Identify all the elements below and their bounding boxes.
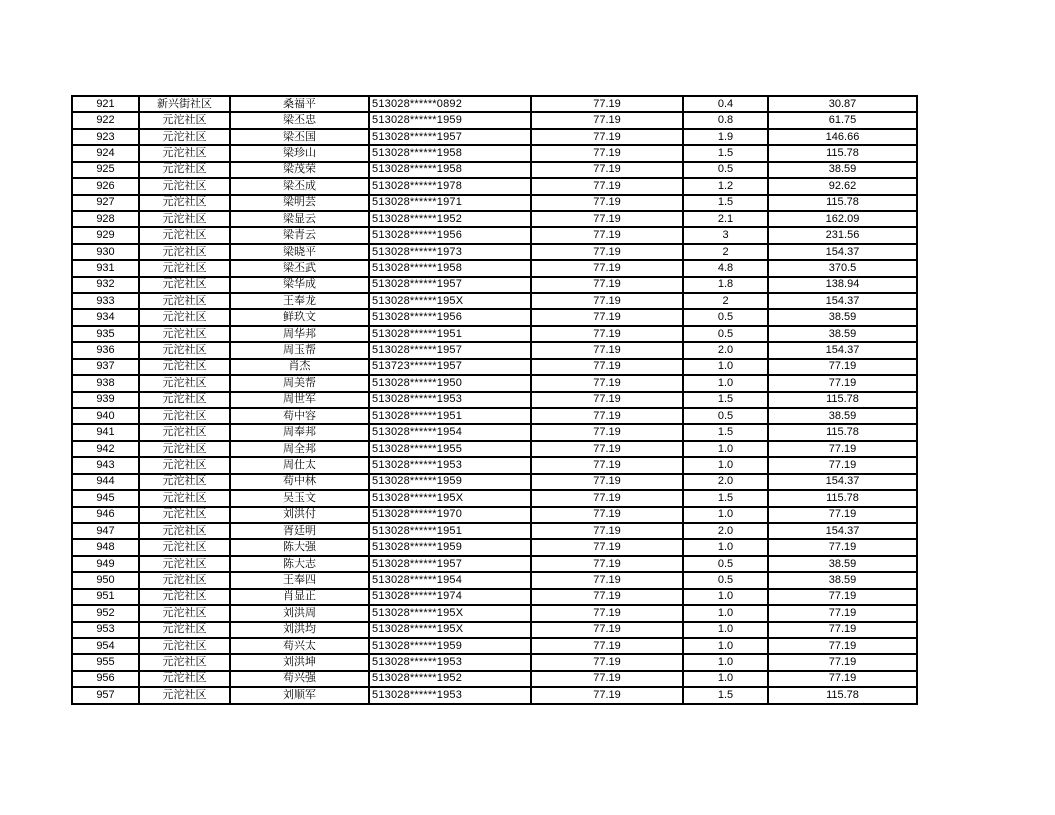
table-row <box>72 671 917 687</box>
cell-coefficient: 1.2 <box>683 178 768 194</box>
cell-base-amount: 77.19 <box>531 359 683 375</box>
cell-row-number: 927 <box>72 195 139 211</box>
cell-person-name: 梁茂荣 <box>230 162 369 178</box>
cell-total-amount: 154.37 <box>768 474 917 490</box>
cell-total-amount: 77.19 <box>768 654 917 670</box>
cell-row-number: 947 <box>72 523 139 539</box>
cell-total-amount: 77.19 <box>768 622 917 638</box>
cell-base-amount: 77.19 <box>531 326 683 342</box>
cell-person-name: 刘洪付 <box>230 507 369 523</box>
cell-total-amount: 77.19 <box>768 359 917 375</box>
cell-person-name: 刘顺军 <box>230 687 369 704</box>
table-row <box>72 309 917 325</box>
cell-coefficient: 1.0 <box>683 539 768 555</box>
cell-community: 元沱社区 <box>139 556 230 572</box>
cell-base-amount: 77.19 <box>531 474 683 490</box>
cell-base-amount: 77.19 <box>531 507 683 523</box>
cell-coefficient: 0.5 <box>683 162 768 178</box>
cell-id-number: 513028******1954 <box>369 424 531 440</box>
cell-total-amount: 77.19 <box>768 507 917 523</box>
cell-community: 元沱社区 <box>139 211 230 227</box>
cell-total-amount: 146.66 <box>768 129 917 145</box>
cell-person-name: 王奉四 <box>230 572 369 588</box>
table-row <box>72 638 917 654</box>
cell-row-number: 950 <box>72 572 139 588</box>
cell-person-name: 刘洪周 <box>230 605 369 621</box>
cell-person-name: 梁丕成 <box>230 178 369 194</box>
table-row <box>72 293 917 309</box>
cell-person-name: 鲜玖文 <box>230 309 369 325</box>
table-row <box>72 424 917 440</box>
cell-community: 元沱社区 <box>139 507 230 523</box>
cell-community: 元沱社区 <box>139 162 230 178</box>
table-row <box>72 589 917 605</box>
cell-row-number: 955 <box>72 654 139 670</box>
cell-total-amount: 115.78 <box>768 392 917 408</box>
cell-row-number: 931 <box>72 260 139 276</box>
cell-community: 元沱社区 <box>139 474 230 490</box>
cell-community: 元沱社区 <box>139 457 230 473</box>
cell-row-number: 939 <box>72 392 139 408</box>
table-row <box>72 260 917 276</box>
cell-row-number: 946 <box>72 507 139 523</box>
table-row <box>72 605 917 621</box>
cell-community: 元沱社区 <box>139 227 230 243</box>
cell-base-amount: 77.19 <box>531 392 683 408</box>
cell-id-number: 513028******1959 <box>369 474 531 490</box>
cell-community: 元沱社区 <box>139 392 230 408</box>
cell-coefficient: 0.5 <box>683 309 768 325</box>
cell-coefficient: 2.0 <box>683 342 768 358</box>
cell-row-number: 938 <box>72 375 139 391</box>
cell-base-amount: 77.19 <box>531 195 683 211</box>
cell-row-number: 932 <box>72 277 139 293</box>
table-row <box>72 112 917 128</box>
cell-row-number: 936 <box>72 342 139 358</box>
cell-community: 元沱社区 <box>139 408 230 424</box>
cell-person-name: 梁丕忠 <box>230 112 369 128</box>
cell-total-amount: 61.75 <box>768 112 917 128</box>
table-row <box>72 392 917 408</box>
cell-total-amount: 38.59 <box>768 162 917 178</box>
cell-row-number: 935 <box>72 326 139 342</box>
cell-total-amount: 115.78 <box>768 145 917 161</box>
cell-coefficient: 1.0 <box>683 605 768 621</box>
cell-community: 元沱社区 <box>139 589 230 605</box>
cell-row-number: 952 <box>72 605 139 621</box>
cell-base-amount: 77.19 <box>531 260 683 276</box>
cell-total-amount: 38.59 <box>768 408 917 424</box>
cell-total-amount: 154.37 <box>768 342 917 358</box>
cell-base-amount: 77.19 <box>531 671 683 687</box>
cell-row-number: 949 <box>72 556 139 572</box>
cell-coefficient: 2.1 <box>683 211 768 227</box>
cell-person-name: 苟中容 <box>230 408 369 424</box>
cell-community: 元沱社区 <box>139 572 230 588</box>
cell-row-number: 942 <box>72 441 139 457</box>
cell-row-number: 953 <box>72 622 139 638</box>
cell-person-name: 苟兴强 <box>230 671 369 687</box>
cell-row-number: 943 <box>72 457 139 473</box>
cell-base-amount: 77.19 <box>531 523 683 539</box>
cell-id-number: 513028******1953 <box>369 457 531 473</box>
cell-total-amount: 77.19 <box>768 375 917 391</box>
cell-total-amount: 38.59 <box>768 556 917 572</box>
cell-total-amount: 38.59 <box>768 309 917 325</box>
table-row <box>72 195 917 211</box>
cell-id-number: 513028******1956 <box>369 227 531 243</box>
cell-person-name: 苟兴太 <box>230 638 369 654</box>
cell-person-name: 周美帮 <box>230 375 369 391</box>
cell-base-amount: 77.19 <box>531 589 683 605</box>
table-row <box>72 474 917 490</box>
cell-community: 元沱社区 <box>139 244 230 260</box>
cell-row-number: 956 <box>72 671 139 687</box>
cell-id-number: 513028******1953 <box>369 392 531 408</box>
cell-total-amount: 154.37 <box>768 523 917 539</box>
cell-id-number: 513028******1953 <box>369 687 531 704</box>
cell-id-number: 513028******1974 <box>369 589 531 605</box>
cell-person-name: 肖显正 <box>230 589 369 605</box>
cell-coefficient: 1.5 <box>683 424 768 440</box>
cell-total-amount: 115.78 <box>768 687 917 704</box>
cell-coefficient: 1.5 <box>683 145 768 161</box>
cell-coefficient: 1.0 <box>683 638 768 654</box>
table-row <box>72 622 917 638</box>
table-row <box>72 539 917 555</box>
cell-base-amount: 77.19 <box>531 654 683 670</box>
cell-community: 元沱社区 <box>139 129 230 145</box>
cell-person-name: 梁丕国 <box>230 129 369 145</box>
cell-person-name: 梁华成 <box>230 277 369 293</box>
cell-coefficient: 0.5 <box>683 572 768 588</box>
cell-id-number: 513028******1957 <box>369 277 531 293</box>
cell-total-amount: 77.19 <box>768 589 917 605</box>
cell-person-name: 肖杰 <box>230 359 369 375</box>
table-row <box>72 687 917 704</box>
cell-coefficient: 0.5 <box>683 326 768 342</box>
cell-base-amount: 77.19 <box>531 457 683 473</box>
cell-community: 元沱社区 <box>139 260 230 276</box>
cell-coefficient: 1.0 <box>683 441 768 457</box>
cell-total-amount: 77.19 <box>768 671 917 687</box>
cell-total-amount: 77.19 <box>768 605 917 621</box>
cell-row-number: 940 <box>72 408 139 424</box>
cell-community: 元沱社区 <box>139 112 230 128</box>
cell-row-number: 921 <box>72 96 139 112</box>
cell-coefficient: 0.5 <box>683 556 768 572</box>
cell-community: 元沱社区 <box>139 375 230 391</box>
cell-coefficient: 1.5 <box>683 687 768 704</box>
cell-person-name: 苟中林 <box>230 474 369 490</box>
cell-total-amount: 115.78 <box>768 424 917 440</box>
cell-person-name: 胥廷明 <box>230 523 369 539</box>
cell-base-amount: 77.19 <box>531 408 683 424</box>
cell-id-number: 513028******195X <box>369 490 531 506</box>
table-row <box>72 342 917 358</box>
table-row <box>72 326 917 342</box>
cell-total-amount: 38.59 <box>768 326 917 342</box>
cell-person-name: 周仕太 <box>230 457 369 473</box>
cell-row-number: 930 <box>72 244 139 260</box>
cell-row-number: 922 <box>72 112 139 128</box>
cell-total-amount: 154.37 <box>768 293 917 309</box>
cell-row-number: 926 <box>72 178 139 194</box>
table-row <box>72 507 917 523</box>
cell-id-number: 513028******1971 <box>369 195 531 211</box>
cell-id-number: 513028******195X <box>369 605 531 621</box>
cell-row-number: 929 <box>72 227 139 243</box>
table-body <box>72 96 917 704</box>
cell-row-number: 925 <box>72 162 139 178</box>
cell-community: 元沱社区 <box>139 309 230 325</box>
cell-row-number: 948 <box>72 539 139 555</box>
cell-base-amount: 77.19 <box>531 490 683 506</box>
cell-base-amount: 77.19 <box>531 277 683 293</box>
cell-person-name: 梁青云 <box>230 227 369 243</box>
cell-id-number: 513028******1959 <box>369 539 531 555</box>
cell-id-number: 513028******1959 <box>369 638 531 654</box>
cell-id-number: 513028******1957 <box>369 556 531 572</box>
cell-id-number: 513028******1973 <box>369 244 531 260</box>
cell-coefficient: 1.0 <box>683 507 768 523</box>
cell-person-name: 陈大强 <box>230 539 369 555</box>
cell-id-number: 513028******1955 <box>369 441 531 457</box>
cell-total-amount: 138.94 <box>768 277 917 293</box>
cell-id-number: 513028******1951 <box>369 523 531 539</box>
cell-coefficient: 1.0 <box>683 671 768 687</box>
table-row <box>72 277 917 293</box>
cell-row-number: 937 <box>72 359 139 375</box>
cell-community: 元沱社区 <box>139 654 230 670</box>
cell-base-amount: 77.19 <box>531 556 683 572</box>
cell-base-amount: 77.19 <box>531 293 683 309</box>
cell-community: 元沱社区 <box>139 539 230 555</box>
cell-community: 元沱社区 <box>139 359 230 375</box>
cell-community: 元沱社区 <box>139 523 230 539</box>
cell-total-amount: 231.56 <box>768 227 917 243</box>
cell-row-number: 954 <box>72 638 139 654</box>
cell-person-name: 周华邦 <box>230 326 369 342</box>
cell-row-number: 957 <box>72 687 139 704</box>
cell-total-amount: 154.37 <box>768 244 917 260</box>
cell-id-number: 513028******1951 <box>369 326 531 342</box>
table-row <box>72 359 917 375</box>
cell-coefficient: 0.4 <box>683 96 768 112</box>
table-row <box>72 227 917 243</box>
cell-id-number: 513028******1958 <box>369 162 531 178</box>
cell-coefficient: 3 <box>683 227 768 243</box>
table-row <box>72 145 917 161</box>
cell-total-amount: 115.78 <box>768 490 917 506</box>
cell-id-number: 513028******1959 <box>369 112 531 128</box>
cell-id-number: 513028******195X <box>369 622 531 638</box>
cell-coefficient: 1.9 <box>683 129 768 145</box>
cell-person-name: 桑福平 <box>230 96 369 112</box>
cell-base-amount: 77.19 <box>531 309 683 325</box>
cell-community: 元沱社区 <box>139 277 230 293</box>
cell-id-number: 513028******1951 <box>369 408 531 424</box>
cell-base-amount: 77.19 <box>531 687 683 704</box>
cell-row-number: 951 <box>72 589 139 605</box>
cell-person-name: 周奉邦 <box>230 424 369 440</box>
cell-base-amount: 77.19 <box>531 227 683 243</box>
cell-row-number: 944 <box>72 474 139 490</box>
cell-base-amount: 77.19 <box>531 622 683 638</box>
cell-community: 元沱社区 <box>139 490 230 506</box>
cell-coefficient: 1.0 <box>683 589 768 605</box>
cell-community: 元沱社区 <box>139 178 230 194</box>
table-row <box>72 457 917 473</box>
cell-base-amount: 77.19 <box>531 605 683 621</box>
table-row <box>72 96 917 112</box>
cell-community: 元沱社区 <box>139 326 230 342</box>
cell-community: 元沱社区 <box>139 671 230 687</box>
cell-row-number: 928 <box>72 211 139 227</box>
cell-person-name: 刘洪均 <box>230 622 369 638</box>
cell-coefficient: 0.5 <box>683 408 768 424</box>
cell-coefficient: 1.8 <box>683 277 768 293</box>
cell-person-name: 梁丕武 <box>230 260 369 276</box>
cell-id-number: 513028******1970 <box>369 507 531 523</box>
table-row <box>72 654 917 670</box>
cell-id-number: 513028******1958 <box>369 260 531 276</box>
cell-row-number: 934 <box>72 309 139 325</box>
cell-person-name: 梁显云 <box>230 211 369 227</box>
cell-person-name: 梁珍山 <box>230 145 369 161</box>
cell-coefficient: 1.0 <box>683 654 768 670</box>
cell-community: 元沱社区 <box>139 605 230 621</box>
cell-id-number: 513028******1957 <box>369 342 531 358</box>
cell-person-name: 梁明芸 <box>230 195 369 211</box>
cell-id-number: 513028******1957 <box>369 129 531 145</box>
cell-row-number: 933 <box>72 293 139 309</box>
cell-person-name: 刘洪坤 <box>230 654 369 670</box>
cell-base-amount: 77.19 <box>531 342 683 358</box>
cell-community: 元沱社区 <box>139 195 230 211</box>
table-row <box>72 523 917 539</box>
table-row <box>72 129 917 145</box>
cell-id-number: 513028******1954 <box>369 572 531 588</box>
table-row <box>72 556 917 572</box>
cell-total-amount: 77.19 <box>768 539 917 555</box>
pension-records-table <box>71 95 918 705</box>
cell-person-name: 吴玉文 <box>230 490 369 506</box>
cell-coefficient: 0.8 <box>683 112 768 128</box>
cell-community: 元沱社区 <box>139 687 230 704</box>
table-row <box>72 441 917 457</box>
cell-id-number: 513028******1956 <box>369 309 531 325</box>
cell-coefficient: 4.8 <box>683 260 768 276</box>
cell-community: 元沱社区 <box>139 342 230 358</box>
cell-coefficient: 1.5 <box>683 392 768 408</box>
cell-community: 新兴街社区 <box>139 96 230 112</box>
cell-row-number: 941 <box>72 424 139 440</box>
cell-base-amount: 77.19 <box>531 572 683 588</box>
cell-id-number: 513028******1953 <box>369 654 531 670</box>
cell-coefficient: 1.0 <box>683 622 768 638</box>
cell-base-amount: 77.19 <box>531 539 683 555</box>
cell-id-number: 513028******1952 <box>369 211 531 227</box>
cell-base-amount: 77.19 <box>531 162 683 178</box>
cell-id-number: 513028******195X <box>369 293 531 309</box>
cell-base-amount: 77.19 <box>531 441 683 457</box>
cell-total-amount: 30.87 <box>768 96 917 112</box>
cell-coefficient: 1.0 <box>683 457 768 473</box>
cell-coefficient: 2.0 <box>683 523 768 539</box>
cell-base-amount: 77.19 <box>531 638 683 654</box>
cell-person-name: 梁晓平 <box>230 244 369 260</box>
cell-base-amount: 77.19 <box>531 211 683 227</box>
table-row <box>72 244 917 260</box>
table-row <box>72 162 917 178</box>
cell-total-amount: 370.5 <box>768 260 917 276</box>
cell-base-amount: 77.19 <box>531 424 683 440</box>
cell-total-amount: 77.19 <box>768 638 917 654</box>
cell-base-amount: 77.19 <box>531 129 683 145</box>
table-row <box>72 211 917 227</box>
table-row <box>72 178 917 194</box>
cell-community: 元沱社区 <box>139 293 230 309</box>
cell-total-amount: 162.09 <box>768 211 917 227</box>
cell-base-amount: 77.19 <box>531 178 683 194</box>
cell-community: 元沱社区 <box>139 638 230 654</box>
cell-id-number: 513028******1952 <box>369 671 531 687</box>
cell-total-amount: 77.19 <box>768 457 917 473</box>
cell-total-amount: 92.62 <box>768 178 917 194</box>
cell-base-amount: 77.19 <box>531 112 683 128</box>
cell-person-name: 陈大志 <box>230 556 369 572</box>
cell-id-number: 513028******1978 <box>369 178 531 194</box>
cell-coefficient: 2.0 <box>683 474 768 490</box>
cell-total-amount: 38.59 <box>768 572 917 588</box>
table-row <box>72 408 917 424</box>
cell-total-amount: 77.19 <box>768 441 917 457</box>
table-sheet <box>71 95 918 705</box>
cell-coefficient: 1.0 <box>683 375 768 391</box>
cell-base-amount: 77.19 <box>531 244 683 260</box>
cell-person-name: 周玉帮 <box>230 342 369 358</box>
cell-person-name: 周世军 <box>230 392 369 408</box>
cell-coefficient: 1.5 <box>683 195 768 211</box>
cell-total-amount: 115.78 <box>768 195 917 211</box>
cell-community: 元沱社区 <box>139 424 230 440</box>
cell-community: 元沱社区 <box>139 441 230 457</box>
cell-base-amount: 77.19 <box>531 96 683 112</box>
cell-coefficient: 2 <box>683 244 768 260</box>
cell-row-number: 923 <box>72 129 139 145</box>
cell-person-name: 周全邦 <box>230 441 369 457</box>
cell-id-number: 513723******1957 <box>369 359 531 375</box>
cell-coefficient: 1.0 <box>683 359 768 375</box>
table-row <box>72 375 917 391</box>
cell-base-amount: 77.19 <box>531 375 683 391</box>
cell-base-amount: 77.19 <box>531 145 683 161</box>
cell-row-number: 924 <box>72 145 139 161</box>
cell-row-number: 945 <box>72 490 139 506</box>
cell-person-name: 王奉龙 <box>230 293 369 309</box>
cell-community: 元沱社区 <box>139 622 230 638</box>
table-row <box>72 572 917 588</box>
cell-coefficient: 1.5 <box>683 490 768 506</box>
cell-id-number: 513028******0892 <box>369 96 531 112</box>
cell-coefficient: 2 <box>683 293 768 309</box>
cell-community: 元沱社区 <box>139 145 230 161</box>
cell-id-number: 513028******1958 <box>369 145 531 161</box>
cell-id-number: 513028******1950 <box>369 375 531 391</box>
table-row <box>72 490 917 506</box>
